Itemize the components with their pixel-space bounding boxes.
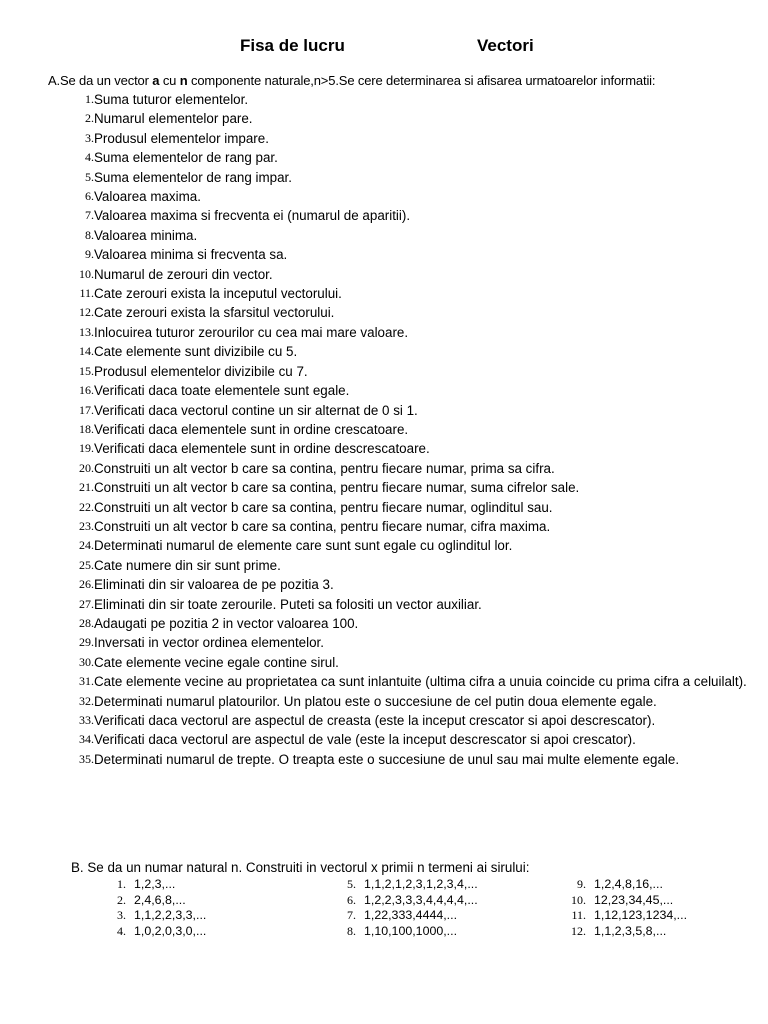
task-item — [60, 284, 750, 303]
sequence-number: 4. — [117, 923, 126, 938]
sequence-number: 6. — [347, 892, 356, 907]
task-item — [60, 109, 750, 128]
task-text: Verificati daca vectorul contine un sir alternat de 0 si 1. — [94, 402, 418, 418]
task-text: Construiti un alt vector b care sa contina, pentru fiecare numar, cifra maxima. — [94, 518, 551, 534]
task-number: 23. — [79, 518, 94, 533]
sequence-terms: 1,2,3,... — [134, 877, 176, 891]
task-item — [60, 420, 750, 439]
task-text: Construiti un alt vector b care sa contina, pentru fiecare numar, suma cifrelor sale. — [94, 480, 580, 496]
sequence-item — [560, 924, 768, 940]
task-item — [60, 478, 750, 497]
task-item — [60, 595, 750, 614]
sequence-item — [100, 924, 330, 940]
task-text: Adaugati pe pozitia 2 in vector valoarea 100. — [94, 615, 359, 631]
task-item — [60, 517, 750, 536]
task-text: Verificati daca elementele sunt in ordine descrescatoare. — [94, 441, 430, 457]
task-number: 22. — [79, 499, 94, 514]
task-item — [60, 750, 750, 769]
task-number: 9. — [85, 247, 94, 262]
task-number: 4. — [85, 150, 94, 165]
task-text: Produsul elementelor impare. — [94, 130, 269, 146]
task-item — [60, 303, 750, 322]
task-item — [60, 730, 750, 749]
task-item — [60, 381, 750, 400]
sequence-terms: 1,1,2,2,3,3,... — [134, 908, 207, 922]
task-text: Cate zerouri exista la sfarsitul vectorului. — [94, 305, 335, 321]
task-number: 17. — [79, 402, 94, 417]
task-text: Valoarea minima si frecventa sa. — [94, 247, 288, 263]
task-item — [60, 245, 750, 264]
task-text: Determinati numarul de elemente care sunt sunt egale cu oglinditul lor. — [94, 538, 513, 554]
sequence-number: 8. — [347, 923, 356, 938]
sequence-terms: 1,12,123,1234,... — [594, 908, 688, 922]
sequence-item — [330, 908, 560, 924]
intro-mid: cu — [159, 73, 180, 88]
task-item — [60, 556, 750, 575]
task-text: Eliminati din sir toate zerourile. Puteti sa folositi un vector auxiliar. — [94, 596, 482, 612]
task-item — [60, 498, 750, 517]
sequence-number: 2. — [117, 892, 126, 907]
task-number: 3. — [85, 130, 94, 145]
task-number: 14. — [79, 344, 94, 359]
task-number: 10. — [79, 266, 94, 281]
sequence-item — [100, 893, 330, 909]
sequence-terms: 1,10,100,1000,... — [364, 923, 458, 938]
task-text: Suma elementelor de rang par. — [94, 150, 278, 166]
task-text: Cate elemente sunt divizibile cu 5. — [94, 344, 298, 360]
task-number: 27. — [79, 596, 94, 611]
task-text: Determinati numarul de trepte. O treapta este o succesiune de unul sau mai multe elemente egale. — [94, 751, 680, 767]
sequence-terms: 1,0,2,0,3,0,... — [134, 923, 207, 938]
task-item — [60, 633, 750, 652]
sequence-number: 9. — [577, 877, 586, 891]
task-text: Numarul de zerouri din vector. — [94, 266, 273, 282]
sequence-column-2 — [330, 877, 560, 939]
sequence-number: 10. — [571, 892, 586, 907]
section-a-intro — [48, 73, 763, 88]
task-number: 28. — [79, 615, 94, 630]
task-number: 25. — [79, 557, 94, 572]
task-text: Cate elemente vecine au proprietatea ca sunt inlantuite (ultima cifra a unuia coincide cu prima cifra a celuilalt). — [94, 674, 747, 690]
task-number: 32. — [79, 693, 94, 708]
task-text: Verificati daca toate elementele sunt egale. — [94, 383, 350, 399]
task-item — [60, 672, 750, 691]
task-item — [60, 614, 750, 633]
task-item — [60, 459, 750, 478]
sequence-item — [330, 877, 560, 893]
intro-suffix: componente naturale,n>5.Se cere determinarea si afisarea urmatoarelor informatii: — [187, 73, 656, 88]
task-number: 15. — [79, 363, 94, 378]
sequence-number: 3. — [117, 908, 126, 922]
task-item — [60, 90, 750, 109]
task-item — [60, 206, 750, 225]
task-item — [60, 323, 750, 342]
section-a-task-list — [60, 90, 750, 769]
task-text: Valoarea minima. — [94, 227, 198, 243]
task-number: 30. — [79, 654, 94, 669]
task-number: 33. — [79, 713, 94, 727]
sequence-item — [330, 924, 560, 940]
task-number: 34. — [79, 732, 94, 747]
task-number: 11. — [79, 286, 94, 301]
sequence-column-1 — [100, 877, 330, 939]
task-item — [60, 653, 750, 672]
sequence-terms: 12,23,34,45,... — [594, 892, 674, 907]
intro-size-name: n — [179, 73, 188, 88]
task-number: 19. — [79, 441, 94, 456]
task-number: 12. — [79, 305, 94, 320]
task-number: 29. — [79, 635, 94, 650]
task-text: Cate numere din sir sunt prime. — [94, 557, 281, 573]
sequence-number: 5. — [347, 877, 356, 891]
task-item — [60, 692, 750, 711]
task-text: Eliminati din sir valoarea de pe pozitia 3. — [94, 577, 334, 593]
task-text: Determinati numarul platourilor. Un platou este o succesiune de cel putin doua elemente egale. — [94, 693, 657, 709]
sequence-item — [560, 893, 768, 909]
sequence-item — [100, 908, 330, 924]
task-item — [60, 148, 750, 167]
task-number: 24. — [79, 538, 94, 553]
task-number: 6. — [85, 189, 94, 204]
task-text: Verificati daca vectorul are aspectul de creasta (este la inceput crescator si apoi descrescator). — [94, 713, 656, 728]
intro-prefix: A.Se da un vector — [48, 73, 153, 88]
task-number: 20. — [79, 460, 94, 475]
task-item — [60, 536, 750, 555]
task-number: 21. — [79, 480, 94, 495]
task-item — [60, 129, 750, 148]
sequence-terms: 1,2,2,3,3,3,4,4,4,4,... — [364, 892, 478, 907]
task-item — [60, 226, 750, 245]
task-text: Verificati daca vectorul are aspectul de vale (este la inceput descrescator si apoi crescator). — [94, 732, 636, 748]
task-number: 7. — [85, 208, 94, 223]
section-b-intro: B. Se da un numar natural n. Construiti in vectorul x primii n termeni ai sirului: — [71, 860, 530, 875]
task-item — [60, 168, 750, 187]
sequence-column-3 — [560, 877, 768, 939]
task-number: 35. — [79, 751, 94, 766]
task-text: Inversati in vector ordinea elementelor. — [94, 635, 324, 651]
task-text: Suma tuturor elementelor. — [94, 92, 249, 107]
task-text: Valoarea maxima si frecventa ei (numarul de aparitii). — [94, 208, 411, 224]
sequence-terms: 1,1,2,1,2,3,1,2,3,4,... — [364, 877, 478, 891]
sequence-number: 7. — [347, 908, 356, 922]
task-item — [60, 362, 750, 381]
task-item — [60, 342, 750, 361]
worksheet-topic: Vectori — [477, 36, 534, 55]
sequence-number: 1. — [117, 877, 126, 891]
task-text: Numarul elementelor pare. — [94, 111, 253, 127]
sequence-item — [100, 877, 330, 893]
task-text: Cate zerouri exista la inceputul vectorului. — [94, 286, 342, 302]
sequence-item — [560, 908, 768, 924]
sequence-terms: 1,1,2,3,5,8,... — [594, 923, 667, 938]
sequence-terms: 2,4,6,8,... — [134, 892, 186, 907]
task-item — [60, 439, 750, 458]
sequence-item — [560, 877, 768, 893]
task-item — [60, 575, 750, 594]
task-number: 13. — [79, 324, 94, 339]
task-number: 18. — [79, 421, 94, 436]
task-text: Produsul elementelor divizibile cu 7. — [94, 363, 308, 379]
task-number: 8. — [85, 227, 94, 242]
task-text: Suma elementelor de rang impar. — [94, 169, 292, 185]
intro-vector-name: a — [152, 73, 160, 88]
task-item — [60, 187, 750, 206]
task-item — [60, 711, 750, 730]
task-text: Inlocuirea tuturor zerourilor cu cea mai mare valoare. — [94, 324, 409, 340]
task-item — [60, 401, 750, 420]
sequence-number: 11. — [571, 908, 586, 922]
sequence-terms: 1,22,333,4444,... — [364, 908, 458, 922]
worksheet-title: Fisa de lucru — [240, 36, 345, 55]
task-number: 5. — [85, 169, 94, 184]
task-number: 2. — [85, 111, 94, 126]
sequence-item — [330, 893, 560, 909]
task-number: 16. — [79, 383, 94, 398]
task-text: Construiti un alt vector b care sa contina, pentru fiecare numar, oglinditul sau. — [94, 499, 553, 515]
task-text: Construiti un alt vector b care sa contina, pentru fiecare numar, prima sa cifra. — [94, 460, 555, 476]
task-number: 1. — [85, 92, 94, 106]
task-item — [60, 265, 750, 284]
task-text: Valoarea maxima. — [94, 189, 201, 205]
task-number: 31. — [79, 674, 94, 689]
task-text: Cate elemente vecine egale contine sirul. — [94, 654, 339, 670]
sequence-number: 12. — [571, 923, 586, 938]
task-number: 26. — [79, 577, 94, 592]
sequence-terms: 1,2,4,8,16,... — [594, 877, 663, 891]
task-text: Verificati daca elementele sunt in ordine crescatoare. — [94, 421, 409, 437]
